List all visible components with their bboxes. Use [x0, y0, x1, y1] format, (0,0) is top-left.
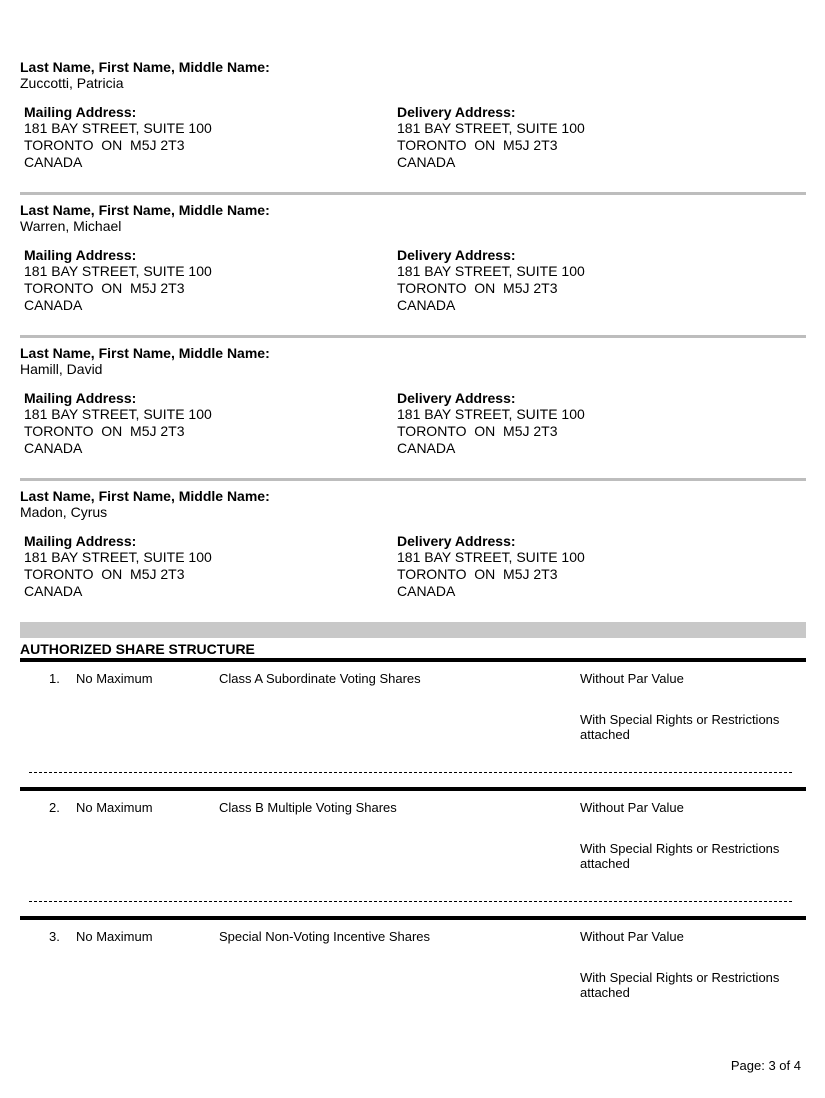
- delivery-label: Delivery Address:: [397, 104, 516, 120]
- share-maximum: No Maximum: [76, 800, 153, 815]
- address-line: 181 BAY STREET, SUITE 100: [397, 549, 585, 565]
- name-label: Last Name, First Name, Middle Name:: [20, 202, 270, 218]
- row-rule: [20, 787, 806, 791]
- share-class-name: Class B Multiple Voting Shares: [219, 800, 397, 815]
- address-line: TORONTO ON M5J 2T3: [24, 566, 185, 582]
- share-number: 2.: [49, 800, 60, 815]
- address-line: TORONTO ON M5J 2T3: [397, 566, 558, 582]
- address-line: CANADA: [24, 583, 83, 599]
- address-line: 181 BAY STREET, SUITE 100: [397, 120, 585, 136]
- share-class-name: Special Non-Voting Incentive Shares: [219, 929, 431, 944]
- address-line: CANADA: [397, 440, 456, 456]
- name-label: Last Name, First Name, Middle Name:: [20, 345, 270, 361]
- share-par-value: Without Par Value: [580, 929, 684, 944]
- address-line: TORONTO ON M5J 2T3: [397, 423, 558, 439]
- address-line: TORONTO ON M5J 2T3: [397, 137, 558, 153]
- mailing-address: [24, 104, 212, 171]
- address-line: TORONTO ON M5J 2T3: [24, 280, 185, 296]
- address-line: TORONTO ON M5J 2T3: [397, 280, 558, 296]
- mailing-address: [24, 247, 212, 314]
- mailing-address: [24, 390, 212, 457]
- share-number: 3.: [49, 929, 60, 944]
- director-name: Zuccotti, Patricia: [20, 75, 124, 91]
- section-separator: [20, 622, 806, 638]
- address-line: 181 BAY STREET, SUITE 100: [24, 120, 212, 136]
- address-line: CANADA: [24, 154, 83, 170]
- divider: [20, 478, 806, 481]
- share-par-value: Without Par Value: [580, 671, 684, 686]
- director-name: Hamill, David: [20, 361, 103, 377]
- address-line: 181 BAY STREET, SUITE 100: [24, 263, 212, 279]
- address-line: 181 BAY STREET, SUITE 100: [397, 406, 585, 422]
- delivery-label: Delivery Address:: [397, 390, 516, 406]
- mailing-label: Mailing Address:: [24, 390, 137, 406]
- address-line: CANADA: [397, 154, 456, 170]
- share-number: 1.: [49, 671, 60, 686]
- address-line: CANADA: [24, 297, 83, 313]
- divider: [20, 192, 806, 195]
- address-line: 181 BAY STREET, SUITE 100: [397, 263, 585, 279]
- address-line: CANADA: [397, 583, 456, 599]
- delivery-address: [397, 390, 585, 457]
- director-block: [20, 345, 806, 456]
- director-block: [20, 488, 806, 599]
- share-rights: With Special Rights or Restrictions attached: [580, 712, 780, 742]
- name-label: Last Name, First Name, Middle Name:: [20, 59, 270, 75]
- director-block: [20, 59, 806, 170]
- share-class-name: Class A Subordinate Voting Shares: [219, 671, 421, 686]
- dashed-divider: [29, 772, 792, 773]
- address-line: TORONTO ON M5J 2T3: [24, 423, 185, 439]
- director-name: Madon, Cyrus: [20, 504, 108, 520]
- share-rights: With Special Rights or Restrictions attached: [580, 841, 780, 871]
- mailing-label: Mailing Address:: [24, 533, 137, 549]
- section-title: AUTHORIZED SHARE STRUCTURE: [20, 641, 255, 657]
- share-par-value: Without Par Value: [580, 800, 684, 815]
- delivery-address: [397, 247, 585, 314]
- director-block: [20, 202, 806, 313]
- share-maximum: No Maximum: [76, 671, 153, 686]
- address-line: 181 BAY STREET, SUITE 100: [24, 549, 212, 565]
- dashed-divider: [29, 901, 792, 902]
- address-line: TORONTO ON M5J 2T3: [24, 137, 185, 153]
- address-line: 181 BAY STREET, SUITE 100: [24, 406, 212, 422]
- divider: [20, 335, 806, 338]
- delivery-label: Delivery Address:: [397, 247, 516, 263]
- share-rights: With Special Rights or Restrictions attached: [580, 970, 780, 1000]
- page-number: Page: 3 of 4: [730, 1058, 801, 1073]
- mailing-address: [24, 533, 212, 600]
- address-line: CANADA: [24, 440, 83, 456]
- row-rule: [20, 916, 806, 920]
- mailing-label: Mailing Address:: [24, 247, 137, 263]
- director-name: Warren, Michael: [20, 218, 122, 234]
- share-maximum: No Maximum: [76, 929, 153, 944]
- section-rule: [20, 658, 806, 662]
- delivery-label: Delivery Address:: [397, 533, 516, 549]
- mailing-label: Mailing Address:: [24, 104, 137, 120]
- name-label: Last Name, First Name, Middle Name:: [20, 488, 270, 504]
- delivery-address: [397, 104, 585, 171]
- address-line: CANADA: [397, 297, 456, 313]
- delivery-address: [397, 533, 585, 600]
